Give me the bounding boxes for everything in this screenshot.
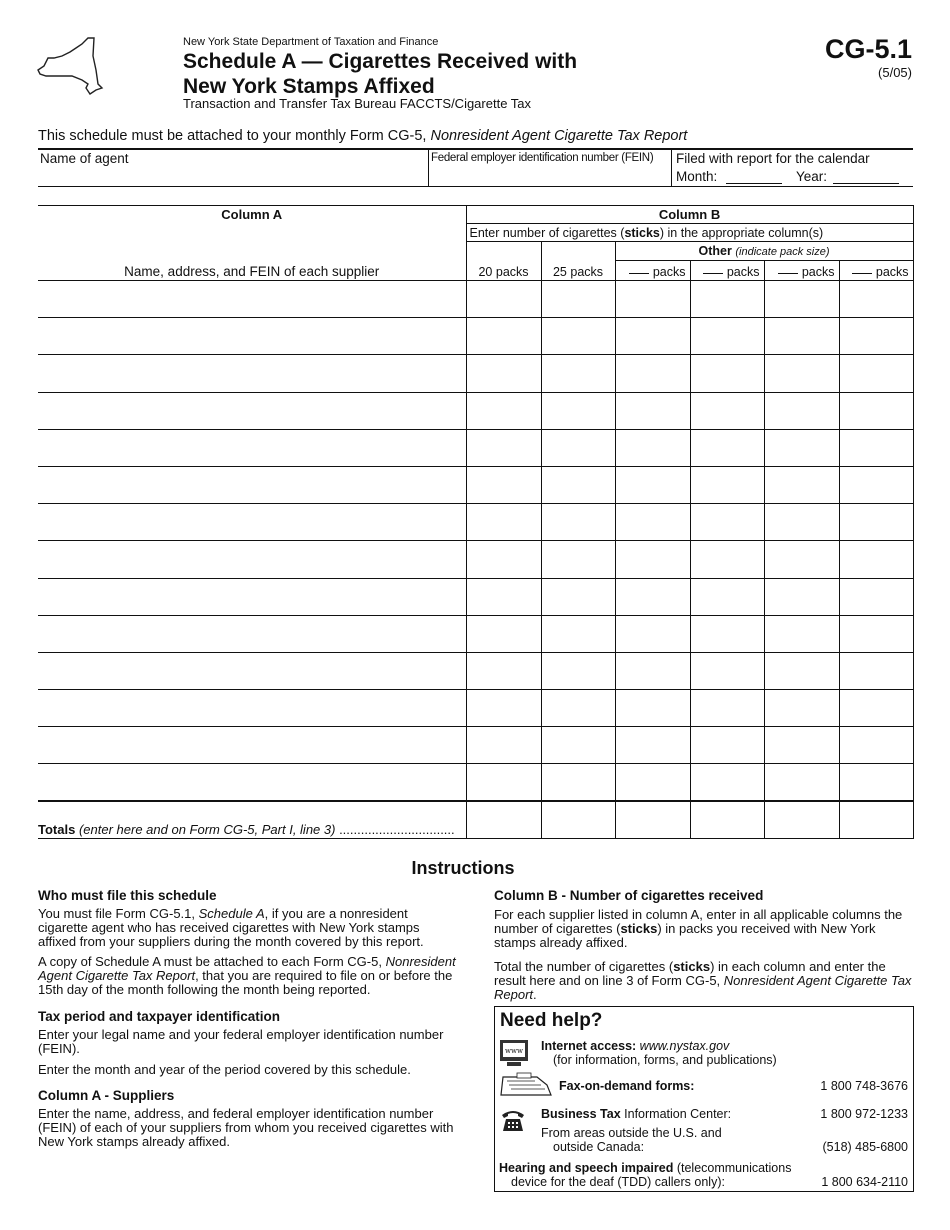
month-label: Month:	[676, 169, 718, 184]
supplier-cell[interactable]	[38, 652, 466, 689]
cigarette-count-cell[interactable]	[615, 652, 690, 689]
supplier-cell[interactable]	[38, 504, 466, 541]
cigarette-count-cell[interactable]	[615, 541, 690, 578]
cigarette-count-cell[interactable]	[466, 466, 541, 503]
column-a-header: Column A	[38, 206, 466, 224]
business-rest: Information Center:	[620, 1107, 732, 1121]
cigarette-count-cell[interactable]	[615, 392, 690, 429]
cigarette-count-cell[interactable]	[541, 355, 615, 392]
total-cell[interactable]	[764, 801, 839, 838]
instr-pre: Enter number of cigarettes (	[469, 225, 625, 240]
totals-label	[38, 801, 466, 838]
other-header	[615, 242, 913, 261]
supplier-row	[38, 355, 913, 392]
cigarette-count-cell[interactable]	[541, 466, 615, 503]
agent-name-label: Name of agent	[40, 151, 129, 166]
business-bold: Business Tax	[541, 1107, 621, 1121]
cigarette-count-cell[interactable]	[615, 504, 690, 541]
supplier-cell[interactable]	[38, 281, 466, 318]
cigarette-count-cell[interactable]	[466, 727, 541, 764]
supplier-row	[38, 764, 913, 801]
cigarette-count-cell[interactable]	[690, 615, 764, 652]
hearing-line2: device for the deaf (TDD) callers only):	[511, 1175, 725, 1189]
cigarette-count-cell[interactable]	[541, 615, 615, 652]
cigarette-count-cell[interactable]	[764, 429, 839, 466]
packs-word-2: packs	[726, 265, 760, 279]
colb-p2-d: Nonresident Agent Cigarette Tax Report	[494, 973, 912, 1003]
cigarette-count-cell[interactable]	[615, 615, 690, 652]
agent-name-field[interactable]	[38, 150, 429, 187]
data-rows	[38, 281, 913, 802]
supplier-cigarette-table	[38, 205, 914, 839]
agent-info-box	[38, 148, 913, 187]
supplier-row	[38, 318, 913, 355]
column-b-instr-heading: Column B - Number of cigarettes received	[494, 888, 764, 903]
hearing-number: 1 800 634-2110	[821, 1175, 908, 1189]
supplier-cell[interactable]	[38, 541, 466, 578]
fax-number: 1 800 748-3676	[820, 1079, 908, 1093]
tax-heading: Tax period and taxpayer identification	[38, 1009, 281, 1024]
instr-sticks: sticks	[624, 225, 660, 240]
cigarette-count-cell[interactable]	[764, 355, 839, 392]
cigarette-count-cell[interactable]	[615, 690, 690, 727]
supplier-cell[interactable]	[38, 615, 466, 652]
cigarette-count-cell[interactable]	[839, 652, 913, 689]
cigarette-count-cell[interactable]	[541, 764, 615, 801]
cigarette-count-cell[interactable]	[541, 281, 615, 318]
totals-italic: (enter here and on Form CG-5, Part I, line 3)	[78, 821, 336, 837]
supplier-cell[interactable]	[38, 318, 466, 355]
cigarette-count-cell[interactable]	[839, 392, 913, 429]
cigarette-count-cell[interactable]	[690, 466, 764, 503]
packs-25-header: 25 packs	[541, 242, 615, 281]
total-cell[interactable]	[541, 801, 615, 838]
cigarette-count-cell[interactable]	[615, 429, 690, 466]
internet-line	[541, 1039, 729, 1053]
who-paragraph-1	[38, 907, 456, 950]
cigarette-count-cell[interactable]	[839, 541, 913, 578]
supplier-header: Name, address, and FEIN of each supplier	[38, 261, 466, 281]
cigarette-count-cell[interactable]	[466, 615, 541, 652]
internet-sub: (for information, forms, and publications)	[553, 1053, 777, 1067]
column-a-spacer-2	[38, 242, 466, 261]
who-p2-c: , that you are required to file on or before the 15th day of the month following the month being reported.	[38, 968, 453, 998]
cigarette-count-cell[interactable]	[839, 727, 913, 764]
cigarette-count-cell[interactable]	[839, 318, 913, 355]
attach-instruction	[38, 128, 687, 144]
cigarette-count-cell[interactable]	[615, 466, 690, 503]
colb-p2-a: Total the number of cigarettes (	[494, 959, 674, 974]
cigarette-count-cell[interactable]	[839, 466, 913, 503]
supplier-cell[interactable]	[38, 466, 466, 503]
supplier-row	[38, 392, 913, 429]
supplier-cell[interactable]	[38, 727, 466, 764]
column-b-instr-paragraph-2	[494, 960, 914, 1003]
cigarette-count-cell[interactable]	[541, 578, 615, 615]
instructions-title: Instructions	[411, 858, 515, 878]
tax-paragraph-1: Enter your legal name and your federal employer identification number (FEIN).	[38, 1027, 444, 1057]
calendar-label: Filed with report for the calendar	[676, 151, 870, 166]
pack-size-blank-3[interactable]	[778, 273, 798, 274]
cigarette-count-cell[interactable]	[541, 392, 615, 429]
cigarette-count-cell[interactable]	[764, 727, 839, 764]
cigarette-count-cell[interactable]	[690, 727, 764, 764]
cigarette-count-cell[interactable]	[541, 318, 615, 355]
cigarette-count-cell[interactable]	[466, 504, 541, 541]
cigarette-count-cell[interactable]	[466, 764, 541, 801]
colb-p1-a: For each supplier listed in column A, enter in all applicable columns the number of cigarettes (	[494, 907, 903, 937]
totals-bold: Totals	[38, 821, 76, 837]
cigarette-count-cell[interactable]	[839, 578, 913, 615]
who-p1-a: You must file Form CG-5.1,	[38, 906, 199, 921]
cigarette-count-cell[interactable]	[690, 355, 764, 392]
cigarette-count-cell[interactable]	[690, 318, 764, 355]
cigarette-count-cell[interactable]	[466, 355, 541, 392]
cigarette-count-cell[interactable]	[839, 504, 913, 541]
hearing-bold: Hearing and speech impaired	[499, 1161, 674, 1175]
telephone-icon	[500, 1107, 526, 1138]
supplier-cell[interactable]	[38, 690, 466, 727]
pack-size-blank-2[interactable]	[703, 273, 723, 274]
cigarette-count-cell[interactable]	[764, 541, 839, 578]
total-cell[interactable]	[466, 801, 541, 838]
supplier-row	[38, 504, 913, 541]
cigarette-count-cell[interactable]	[839, 355, 913, 392]
pack-size-blank-1[interactable]	[629, 273, 649, 274]
column-a-instr-heading: Column A - Suppliers	[38, 1088, 175, 1103]
cigarette-count-cell[interactable]	[541, 429, 615, 466]
cigarette-count-cell[interactable]	[541, 504, 615, 541]
supplier-cell[interactable]	[38, 392, 466, 429]
year-input[interactable]	[833, 183, 899, 184]
cigarette-count-cell[interactable]	[690, 652, 764, 689]
internet-url[interactable]: www.nystax.gov	[639, 1039, 730, 1053]
cigarette-count-cell[interactable]	[690, 541, 764, 578]
need-help-title: Need help?	[500, 1010, 603, 1031]
packs-word-3: packs	[801, 265, 835, 279]
attach-text: This schedule must be attached to your monthly Form CG-5,	[38, 128, 431, 144]
cigarette-count-cell[interactable]	[839, 615, 913, 652]
form-title-line1: Schedule A — Cigarettes Received with	[183, 50, 578, 73]
totals-dots: ................................	[335, 821, 455, 837]
cigarette-count-cell[interactable]	[541, 727, 615, 764]
total-cell[interactable]	[839, 801, 913, 838]
supplier-cell[interactable]	[38, 764, 466, 801]
cigarette-count-cell[interactable]	[615, 318, 690, 355]
other-italic: (indicate pack size)	[735, 246, 830, 258]
form-number: CG-5.1	[824, 34, 912, 64]
cigarette-count-cell[interactable]	[541, 652, 615, 689]
cigarette-count-cell[interactable]	[466, 578, 541, 615]
cigarette-count-cell[interactable]	[839, 429, 913, 466]
attach-report-name: Nonresident Agent Cigarette Tax Report	[430, 128, 688, 144]
cigarette-count-cell[interactable]	[690, 690, 764, 727]
colb-p1-c: ) in packs you received with New York stamps already affixed.	[494, 921, 876, 951]
cigarette-count-cell[interactable]	[615, 764, 690, 801]
supplier-cell[interactable]	[38, 355, 466, 392]
year-label: Year:	[796, 169, 828, 184]
pack-size-blank-4[interactable]	[852, 273, 872, 274]
cigarette-count-cell[interactable]	[764, 392, 839, 429]
hearing-rest: (telecommunications	[673, 1161, 792, 1175]
cigarette-count-cell[interactable]	[690, 281, 764, 318]
colb-p2-e: .	[533, 987, 537, 1003]
outside-number: (518) 485-6800	[822, 1140, 908, 1154]
cigarette-count-cell[interactable]	[764, 764, 839, 801]
cigarette-count-cell[interactable]	[466, 281, 541, 318]
supplier-row	[38, 615, 913, 652]
supplier-row	[38, 578, 913, 615]
internet-bold: Internet access:	[541, 1039, 637, 1053]
who-p1-c: , if you are a nonresident cigarette agent who has received cigarettes with New York stamps affixed from your suppliers during the month covered by this report.	[38, 906, 424, 950]
instr-post: ) in the appropriate column(s)	[659, 225, 824, 240]
new-york-state-map-icon	[36, 36, 106, 96]
calendar-period-field	[672, 150, 913, 187]
cigarette-count-cell[interactable]	[541, 690, 615, 727]
cigarette-count-cell[interactable]	[764, 578, 839, 615]
colb-p2-b: sticks	[673, 959, 711, 974]
who-heading: Who must file this schedule	[38, 888, 217, 903]
column-b-instruction	[466, 224, 913, 242]
fax-bold: Fax-on-demand forms:	[559, 1079, 695, 1093]
form-revision-date: (5/05)	[878, 65, 912, 80]
cigarette-count-cell[interactable]	[690, 504, 764, 541]
cigarette-count-cell[interactable]	[764, 318, 839, 355]
colb-p1-b: sticks	[620, 921, 658, 937]
cigarette-count-cell[interactable]	[764, 504, 839, 541]
outside-line1: From areas outside the U.S. and	[541, 1126, 722, 1140]
outside-line2: outside Canada:	[553, 1140, 645, 1154]
cigarette-count-cell[interactable]	[839, 281, 913, 318]
who-p2-b: Nonresident Agent Cigarette Tax Report	[38, 954, 456, 984]
cigarette-count-cell[interactable]	[466, 392, 541, 429]
cigarette-count-cell[interactable]	[615, 281, 690, 318]
fein-label: Federal employer identification number (FEIN)	[431, 152, 654, 164]
packs-word-4: packs	[875, 265, 909, 279]
other-bold: Other	[698, 244, 732, 258]
cigarette-count-cell[interactable]	[764, 281, 839, 318]
cigarette-count-cell[interactable]	[466, 541, 541, 578]
business-label	[541, 1107, 731, 1121]
cigarette-count-cell[interactable]	[764, 652, 839, 689]
supplier-row	[38, 541, 913, 578]
supplier-row	[38, 727, 913, 764]
cigarette-count-cell[interactable]	[615, 355, 690, 392]
who-p2-a: A copy of Schedule A must be attached to each Form CG-5,	[38, 954, 386, 969]
tax-paragraph-2: Enter the month and year of the period covered by this schedule.	[38, 1062, 411, 1077]
column-a-instr-paragraph: Enter the name, address, and federal employer identification number (FEIN) of each of your suppliers from whom you received cigarettes with New York stamps already affixed.	[38, 1106, 454, 1150]
column-b-instr-paragraph-1	[494, 908, 914, 951]
cigarette-count-cell[interactable]	[839, 690, 913, 727]
cigarette-count-cell[interactable]	[764, 690, 839, 727]
need-help-box	[494, 1006, 914, 1192]
computer-monitor-icon	[499, 1039, 529, 1072]
fax-label	[559, 1079, 694, 1093]
column-a-spacer	[38, 224, 466, 242]
who-p1-b: Schedule A	[198, 906, 265, 921]
cigarette-count-cell[interactable]	[764, 615, 839, 652]
cigarette-count-cell[interactable]	[615, 578, 690, 615]
packs-other-2-header	[690, 261, 764, 281]
packs-20-header: 20 packs	[466, 242, 541, 281]
colb-p2-c: ) in each column and enter the result here and on line 3 of Form CG-5,	[494, 959, 886, 989]
column-b-header: Column B	[466, 206, 913, 224]
month-input[interactable]	[726, 183, 782, 184]
supplier-row	[38, 429, 913, 466]
supplier-row	[38, 466, 913, 503]
cigarette-count-cell[interactable]	[466, 690, 541, 727]
cigarette-count-cell[interactable]	[466, 429, 541, 466]
who-paragraph-2	[38, 955, 456, 998]
cigarette-count-cell[interactable]	[615, 727, 690, 764]
form-title-line2: New York Stamps Affixed	[183, 75, 435, 98]
department-name: New York State Department of Taxation and Finance	[183, 36, 439, 48]
cigarette-count-cell[interactable]	[690, 429, 764, 466]
fein-field[interactable]	[429, 150, 672, 187]
packs-other-4-header	[839, 261, 913, 281]
bureau-name: Transaction and Transfer Tax Bureau FACCTS/Cigarette Tax	[183, 96, 532, 111]
cigarette-count-cell[interactable]	[690, 392, 764, 429]
www-icon-label: www	[505, 1047, 523, 1055]
supplier-cell[interactable]	[38, 429, 466, 466]
supplier-cell[interactable]	[38, 578, 466, 615]
cigarette-count-cell[interactable]	[839, 764, 913, 801]
total-cell[interactable]	[615, 801, 690, 838]
supplier-row	[38, 652, 913, 689]
cigarette-count-cell[interactable]	[466, 318, 541, 355]
packs-other-1-header	[615, 261, 690, 281]
supplier-row	[38, 281, 913, 318]
packs-other-3-header	[764, 261, 839, 281]
business-number: 1 800 972-1233	[820, 1107, 908, 1121]
packs-word-1: packs	[652, 265, 686, 279]
fax-machine-icon	[497, 1071, 555, 1104]
cigarette-count-cell[interactable]	[466, 652, 541, 689]
cigarette-count-cell[interactable]	[690, 764, 764, 801]
cigarette-count-cell[interactable]	[541, 541, 615, 578]
total-cell[interactable]	[690, 801, 764, 838]
cigarette-count-cell[interactable]	[764, 466, 839, 503]
supplier-row	[38, 690, 913, 727]
hearing-line1	[499, 1161, 791, 1175]
cigarette-count-cell[interactable]	[690, 578, 764, 615]
